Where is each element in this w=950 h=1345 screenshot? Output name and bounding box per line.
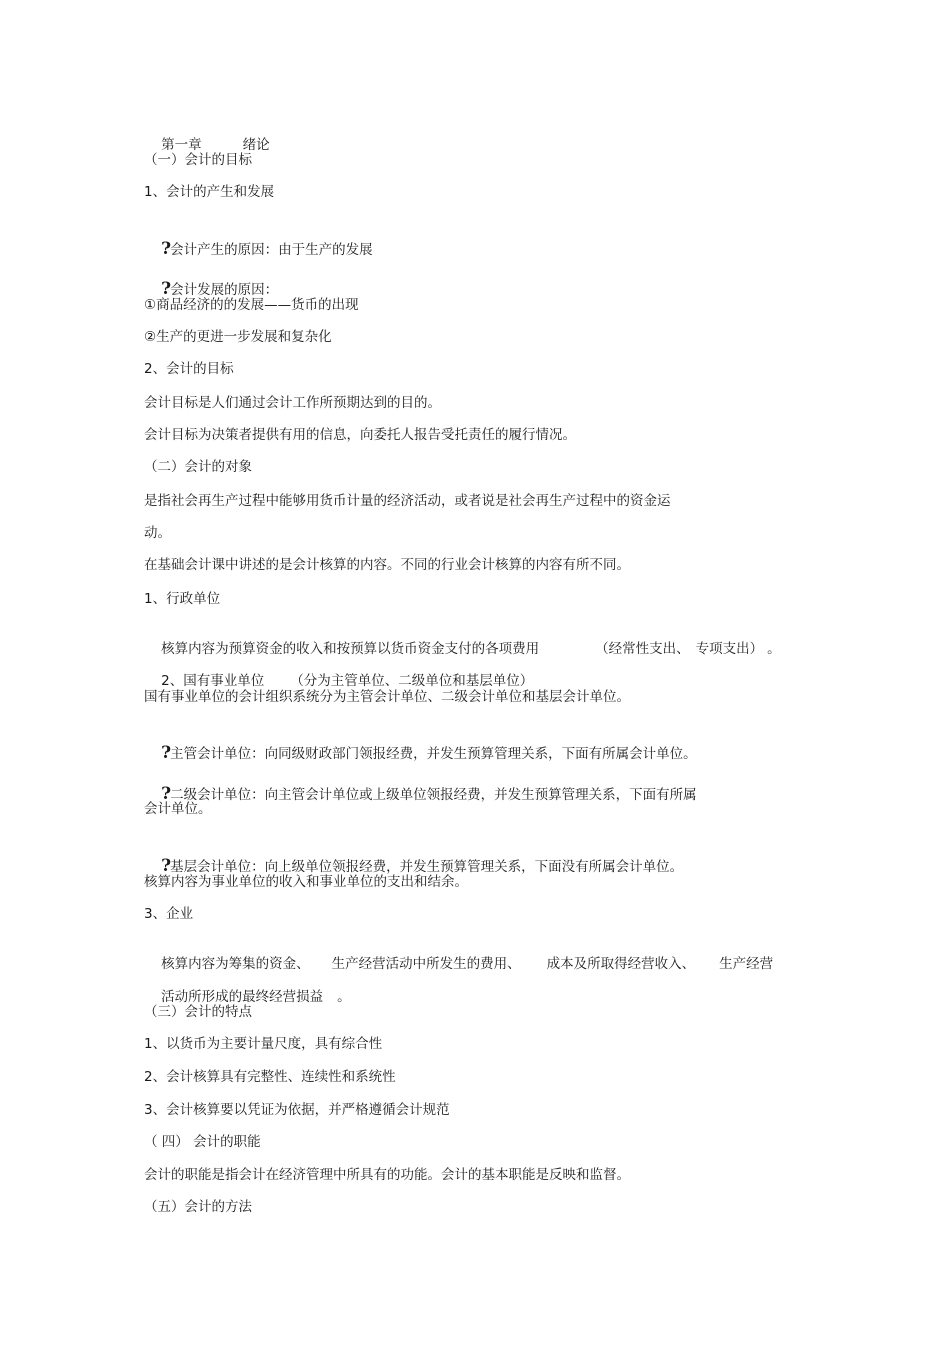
- text-segment: 2、国有事业单位: [161, 673, 265, 689]
- text-segment: 成本及所取得经营收入、: [546, 956, 696, 972]
- bullet-glyph: ?: [161, 239, 171, 259]
- subsection-heading: 1、会计的产生和发展: [144, 184, 275, 200]
- paragraph-line: 3、会计核算要以凭证为依据，并严格遵循会计规范: [144, 1102, 450, 1118]
- paragraph-line: 是指社会再生产过程中能够用货币计量的经济活动，或者说是社会再生产过程中的资金运: [144, 493, 671, 509]
- paragraph-line: ②生产的更进一步发展和复杂化: [144, 329, 332, 345]
- text-segment: 。: [767, 641, 781, 657]
- text-segment: （经常性支出、: [595, 641, 690, 657]
- section-heading-5: （五）会计的方法: [144, 1199, 252, 1215]
- paragraph-line: 动。: [144, 525, 171, 541]
- text-segment: 生产经营活动中所发生的费用、: [331, 956, 521, 972]
- paragraph-line: ①商品经济的的发展——货币的出现: [144, 297, 359, 313]
- bullet-text: 会计发展的原因：: [170, 282, 279, 298]
- bullet-text: 二级会计单位：向主管会计单位或上级单位领报经费，并发生预算管理关系，下面有所属: [170, 787, 697, 803]
- paragraph-line: 在基础会计课中讲述的是会计核算的内容。不同的行业会计核算的内容有所不同。: [144, 557, 630, 573]
- bullet-glyph: ?: [161, 279, 171, 299]
- text-segment: 核算内容为筹集的资金、: [161, 956, 310, 972]
- paragraph-line: 国有事业单位的会计组织系统分为主管会计单位、二级会计单位和基层会计单位。: [144, 689, 630, 705]
- text-segment: 专项支出）: [695, 641, 764, 657]
- paragraph-line: 1、以货币为主要计量尺度，具有综合性: [144, 1036, 383, 1052]
- paragraph-line: 会计目标为决策者提供有用的信息，向委托人报告受托责任的履行情况。: [144, 427, 576, 443]
- bullet-glyph: ?: [161, 784, 171, 804]
- subsection-heading: 2、会计的目标: [144, 361, 234, 377]
- bullet-line: [144, 767, 697, 822]
- text-segment: 。: [337, 989, 351, 1005]
- subsection-heading: 1、行政单位: [144, 591, 221, 607]
- bullet-text: 会计产生的原因：由于生产的发展: [170, 242, 373, 258]
- paragraph-line: 会计的职能是指会计在经济管理中所具有的功能。会计的基本职能是反映和监督。: [144, 1167, 630, 1183]
- bullet-text: 主管会计单位：向同级财政部门领报经费，并发生预算管理关系，下面有所属会计单位。: [170, 746, 697, 762]
- section-heading-2: （二）会计的对象: [144, 459, 252, 475]
- section-heading-1: （一）会计的目标: [144, 152, 252, 168]
- text-segment: 核算内容为预算资金的收入和按预算以货币资金支付的各项费用: [161, 641, 540, 657]
- text-segment: 活动所形成的最终经营损益: [161, 989, 324, 1005]
- paragraph-line: 会计目标是人们通过会计工作所预期达到的目的。: [144, 395, 441, 411]
- section-heading-4: （ 四） 会计的职能: [144, 1134, 261, 1150]
- chapter-title: 绪论: [242, 137, 270, 153]
- chapter-number: 第一章: [161, 137, 202, 153]
- subsection-heading: 3、企业: [144, 906, 194, 922]
- text-segment: （分为主管单位、二级单位和基层单位）: [290, 673, 534, 689]
- bullet-glyph: ?: [161, 856, 171, 876]
- bullet-text: 基层会计单位：向上级单位领报经费，并发生预算管理关系，下面没有所属会计单位。: [170, 859, 684, 875]
- bullet-glyph: ?: [161, 743, 171, 763]
- paragraph-line: 会计单位。: [144, 801, 212, 817]
- section-heading-3: （三）会计的特点: [144, 1004, 252, 1020]
- paragraph-line: 2、会计核算具有完整性、连续性和系统性: [144, 1069, 396, 1085]
- text-segment: 生产经营: [719, 956, 774, 972]
- paragraph-line: 核算内容为事业单位的收入和事业单位的支出和结余。: [144, 874, 468, 890]
